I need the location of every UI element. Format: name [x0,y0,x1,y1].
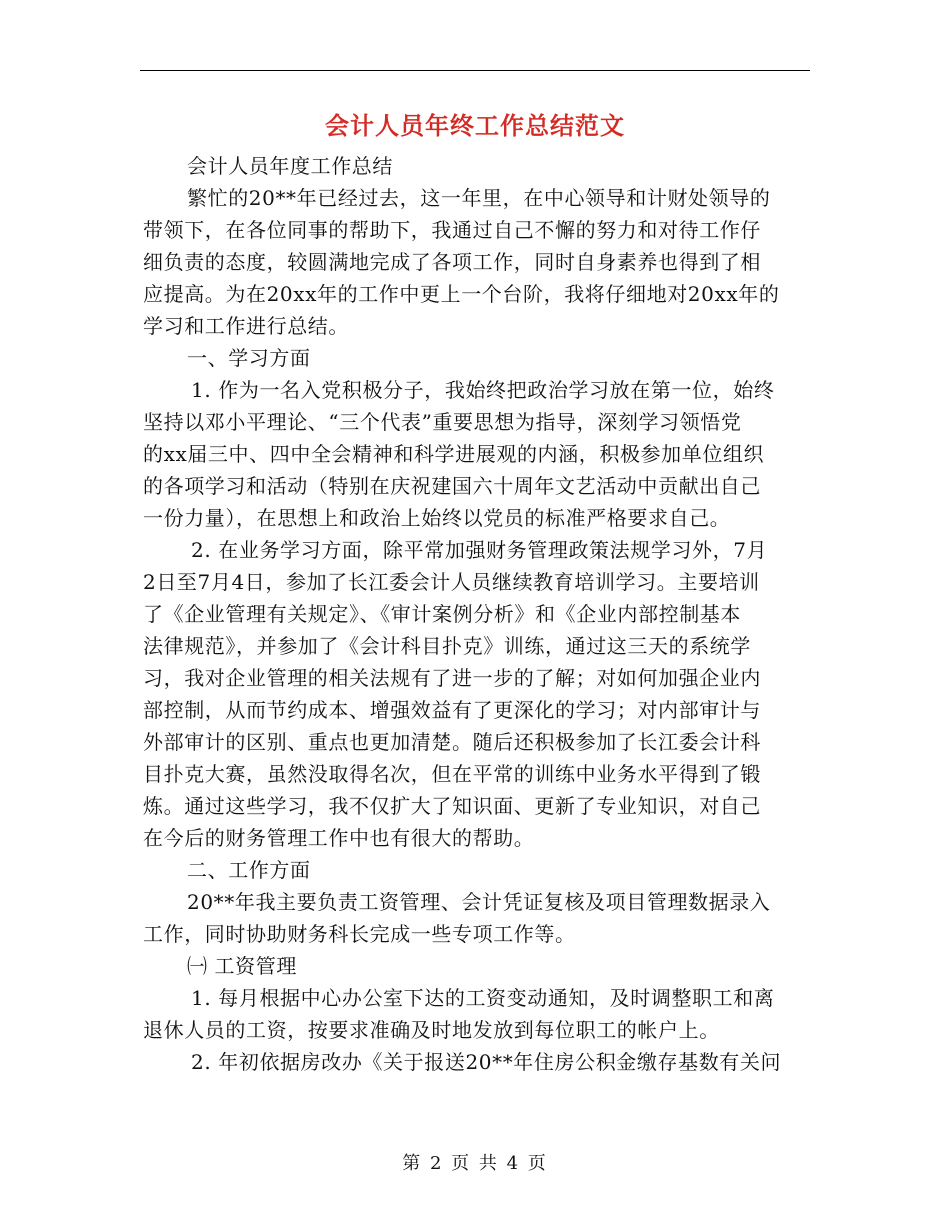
paragraph-line: 目扑克大赛，虽然没取得名次，但在平常的训练中业务水平得到了锻 [143,762,761,786]
paragraph-line: 的各项学习和活动（特别在庆祝建国六十周年文艺活动中贡献出自己 [143,474,761,498]
header-rule [140,70,810,71]
paragraph-line: 在今后的财务管理工作中也有很大的帮助。 [143,826,535,850]
paragraph-line: 细负责的态度，较圆满地完成了各项工作，同时自身素养也得到了相 [143,250,761,274]
paragraph-line: 繁忙的20**年已经过去，这一年里，在中心领导和计财处领导的 [187,186,771,210]
paragraph-line: 的xx届三中、四中全会精神和科学进展观的内涵，积极参加单位组织 [143,442,765,466]
paragraph-line: 炼。通过这些学习，我不仅扩大了知识面、更新了专业知识，对自己 [143,794,761,818]
paragraph-line: 部控制，从而节约成本、增强效益有了更深化的学习；对内部审计与 [143,698,761,722]
paragraph-line: 了《企业管理有关规定》、《审计案例分析》和《企业内部控制基本 [143,602,741,626]
paragraph-line: 2. 年初依据房改办《关于报送20**年住房公积金缴存基数有关问 [191,1050,782,1074]
paragraph-line: 法律规范》，并参加了《会计科目扑克》训练，通过这三天的系统学 [143,634,751,658]
paragraph-line: 工作，同时协助财务科长完成一些专项工作等。 [143,922,576,946]
paragraph-line: 二、工作方面 [187,858,311,882]
paragraph-line: 1. 每月根据中心办公室下达的工资变动通知，及时调整职工和离 [191,986,775,1010]
paragraph-line: ㈠ 工资管理 [187,954,297,978]
paragraph-line: 学习和工作进行总结。 [143,314,349,338]
paragraph-line: 1. 作为一名入党积极分子，我始终把政治学习放在第一位，始终 [191,378,775,402]
paragraph-line: 2. 在业务学习方面，除平常加强财务管理政策法规学习外，7月 [191,538,768,562]
paragraph-line: 外部审计的区别、重点也更加清楚。随后还积极参加了长江委会计科 [143,730,761,754]
paragraph-line: 一、学习方面 [187,346,311,370]
paragraph-line: 退休人员的工资，按要求准确及时地发放到每位职工的帐户上。 [143,1018,720,1042]
paragraph-line: 会计人员年度工作总结 [187,154,393,178]
paragraph-line: 习，我对企业管理的相关法规有了进一步的了解；对如何加强企业内 [143,666,761,690]
paragraph-line: 应提高。为在20xx年的工作中更上一个台阶，我将仔细地对20xx年的 [143,282,780,306]
paragraph-line: 坚持以邓小平理论、“三个代表”重要思想为指导，深刻学习领悟党 [143,410,742,434]
paragraph-line: 带领下，在各位同事的帮助下，我通过自己不懈的努力和对待工作仔 [143,218,761,242]
paragraph-line: 20**年我主要负责工资管理、会计凭证复核及项目管理数据录入 [187,890,771,914]
document-title: 会计人员年终工作总结范文 [325,111,625,140]
paragraph-line: 2日至7月4日，参加了长江委会计人员继续教育培训学习。主要培训 [143,570,760,594]
page-footer: 第 2 页 共 4 页 [402,1153,548,1174]
document-body [143,150,813,1078]
paragraph-line: 一份力量），在思想上和政治上始终以党员的标准严格要求自己。 [143,506,731,530]
